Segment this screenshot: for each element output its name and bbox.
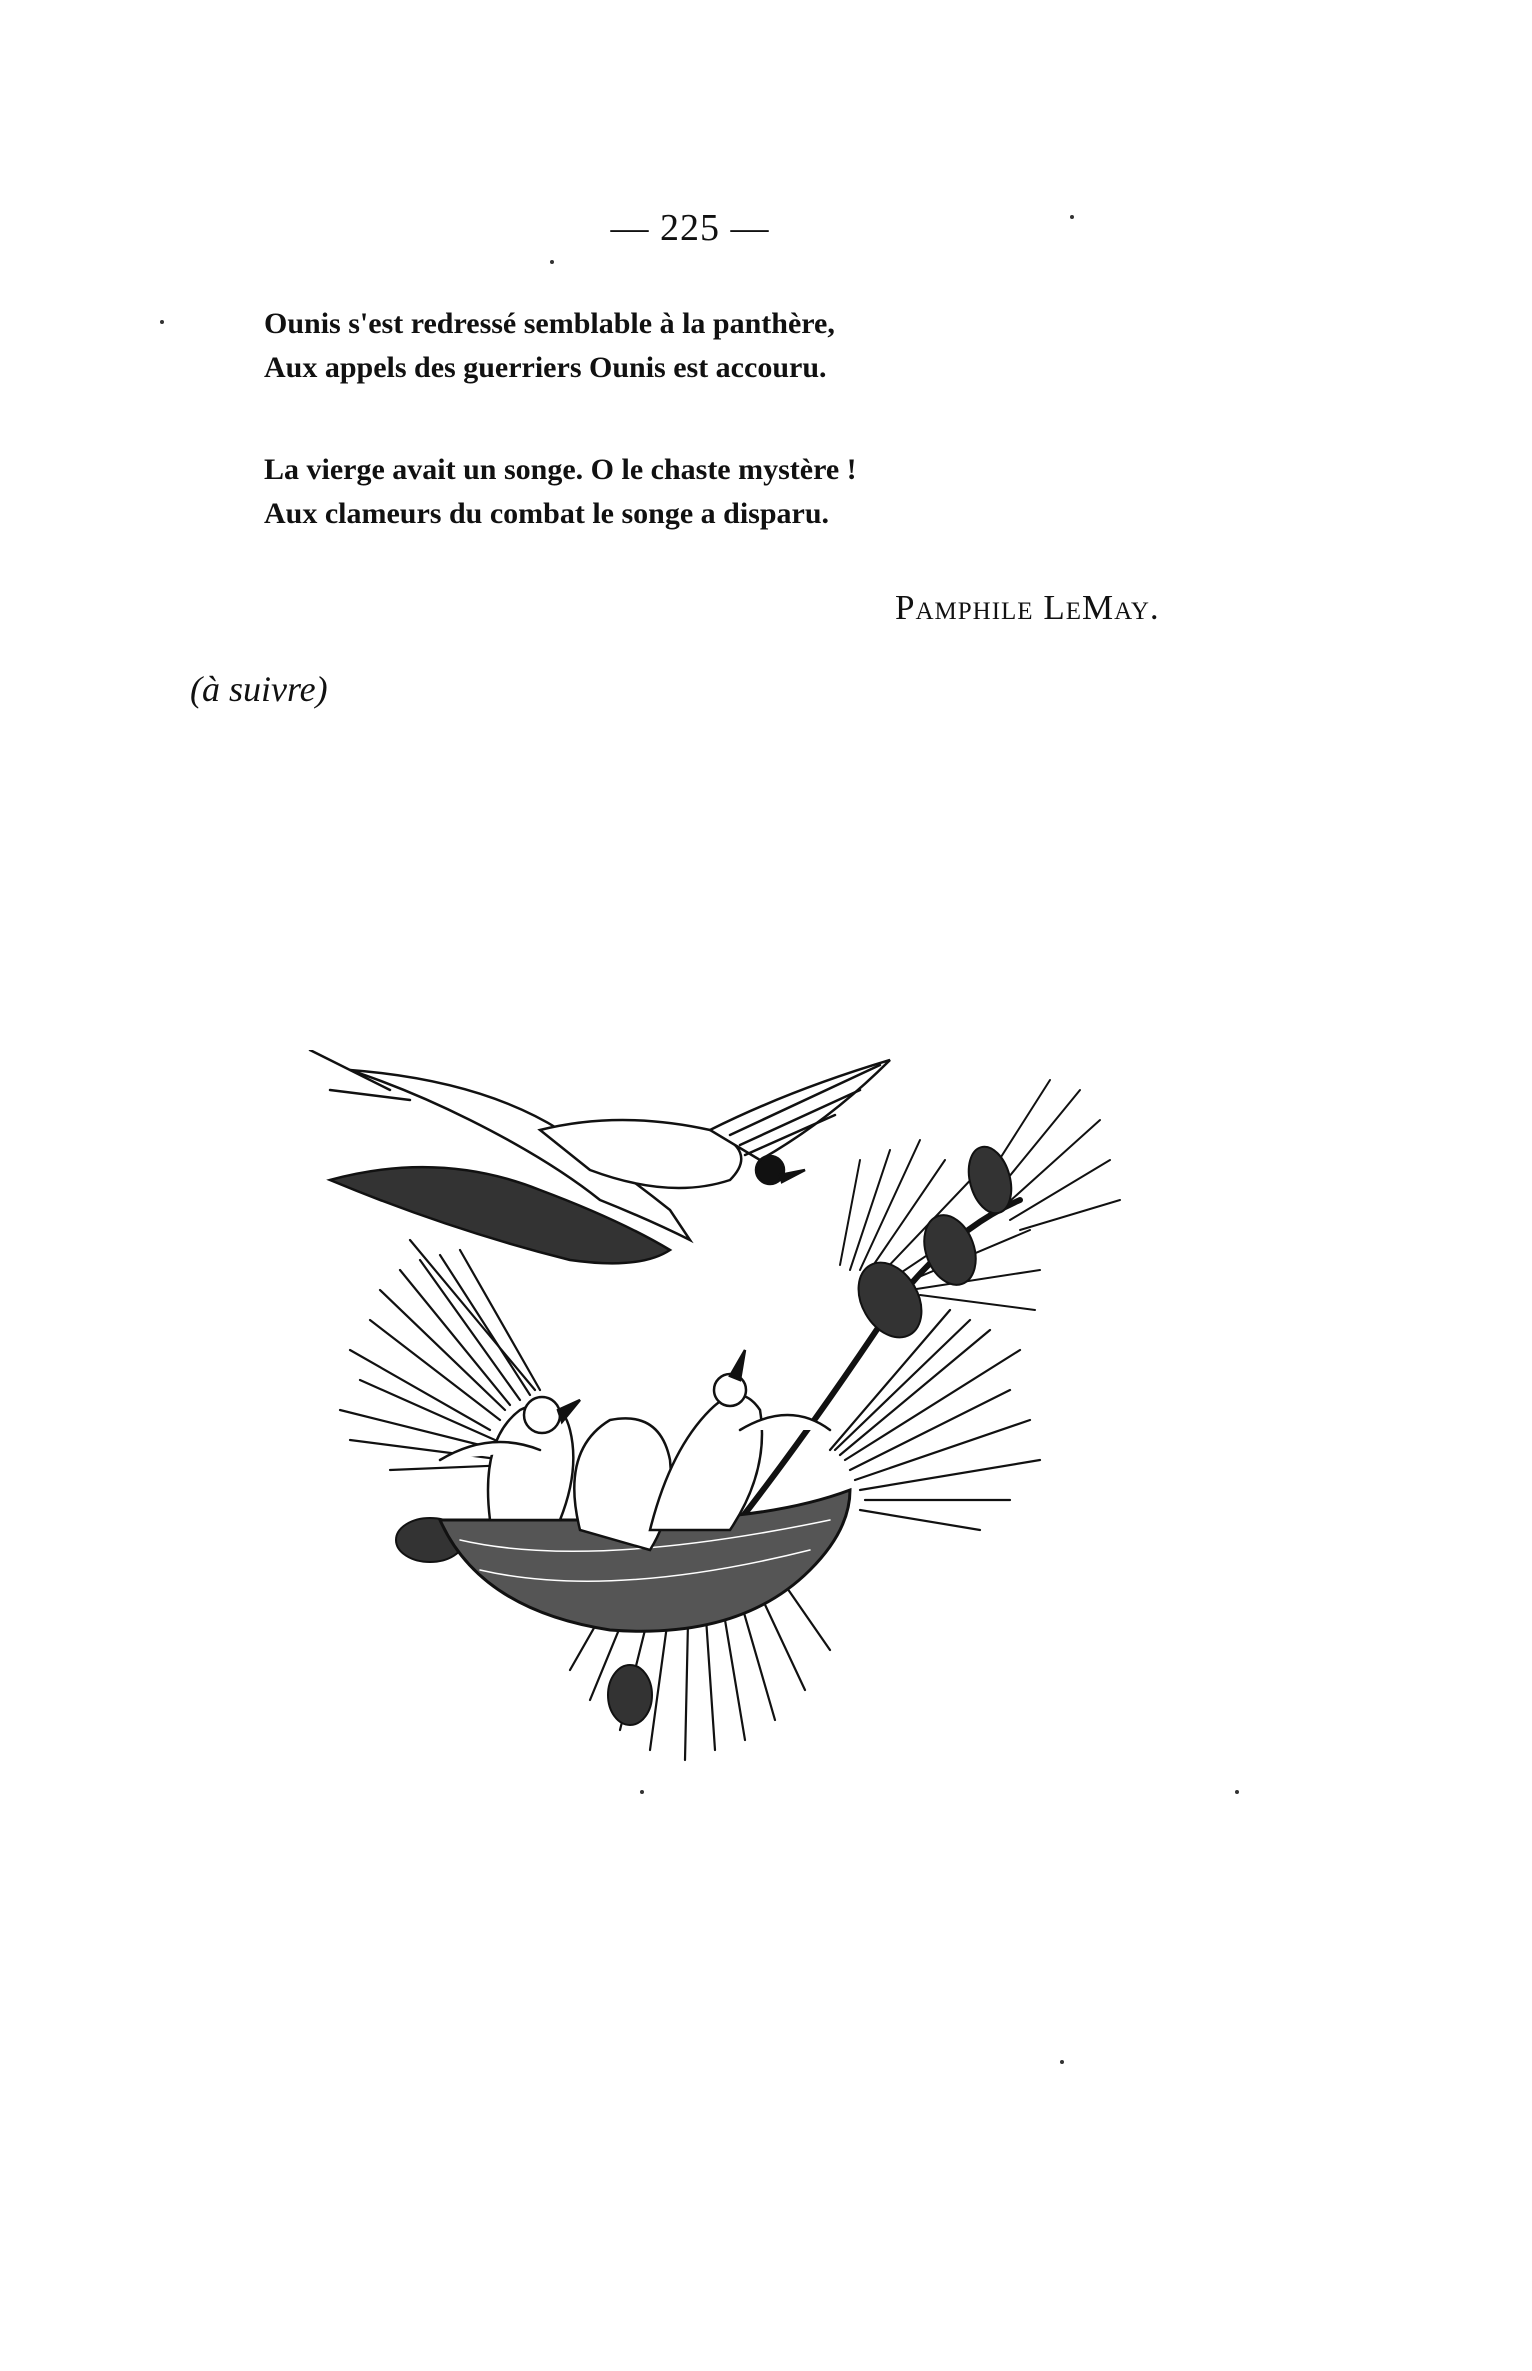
verse-line: Aux appels des guerriers Ounis est accouru.: [264, 351, 827, 384]
verse-line: Ounis s'est redressé semblable à la panthère,: [264, 307, 835, 340]
stanza-1: [264, 302, 835, 390]
print-speck: [550, 260, 554, 264]
page-number: — 225 —: [610, 207, 770, 249]
birds-nest-engraving-icon: [290, 1050, 1140, 1770]
pine-needles-right: [830, 1310, 1040, 1530]
verse-line: Aux clameurs du combat le songe a disparu.: [264, 497, 830, 530]
flying-swallow: [310, 1050, 890, 1263]
verse-line: La vierge avait un songe. O le chaste mystère !: [264, 453, 857, 486]
continued-note: (à suivre): [190, 669, 328, 709]
stanza-2: [264, 448, 857, 536]
print-speck: [160, 320, 164, 324]
print-speck: [1060, 2060, 1064, 2064]
print-speck: [640, 1790, 644, 1794]
print-speck: [1070, 215, 1074, 219]
author-signature: Pamphile LeMay.: [895, 588, 1160, 627]
print-speck: [1235, 1790, 1239, 1794]
